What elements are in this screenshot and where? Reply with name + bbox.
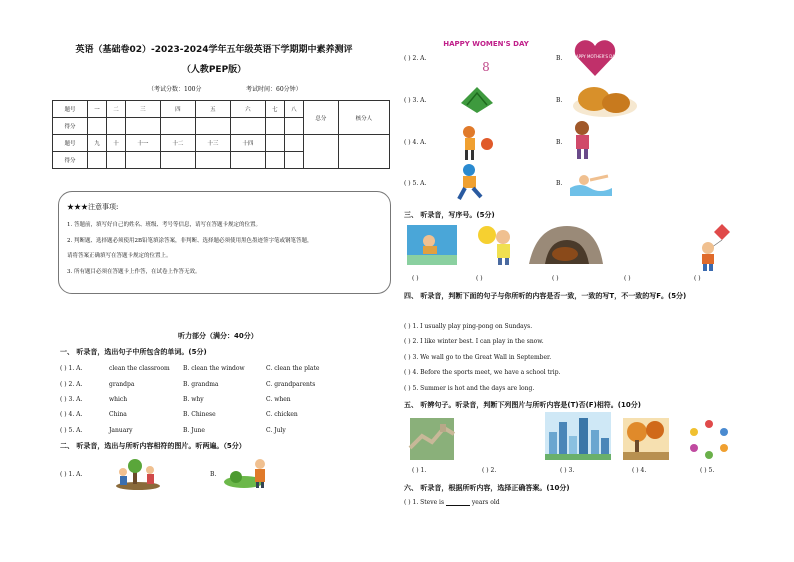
girl-running-picture [457,124,497,162]
table-cell [284,135,303,152]
score-cell[interactable] [284,118,303,135]
diving-boy-picture [407,225,457,265]
statement-item[interactable]: ( ) 1. I usually play ping-pong on Sundays. [404,323,533,330]
table-cell: 十二 [160,135,195,152]
notice-line: 1. 答题前，填写好自己的姓名、班级、考号等信息，请写在答题卡规定的位置。 [67,222,261,228]
table-cell [265,152,284,169]
answer-blank[interactable]: ( ) 5. [700,467,715,474]
score-cell[interactable] [160,152,195,169]
option-b: B. [556,97,563,104]
score-table-row-numbers [53,101,390,118]
question-blank[interactable]: ( ) 3. A. [60,396,83,403]
option-c: C. chicken [266,411,298,418]
total-score-cell[interactable] [303,135,338,169]
answer-blank[interactable]: ( ) 3. [560,467,575,474]
score-cell[interactable] [125,152,160,169]
statement-item[interactable]: ( ) 4. Before the sports meet, we have a school trip. [404,369,561,376]
option-b: B. [556,55,563,62]
notice-line: 3. 所有题目必须在答题卡上作答，在试卷上作答无效。 [67,269,201,275]
table-cell: 四 [160,101,195,118]
question-blank[interactable]: ( ) 5. A. [60,427,83,434]
option-c: C. clean the plate [266,365,320,372]
table-cell: 五 [195,101,230,118]
table-cell: 三 [125,101,160,118]
section-6-title: 六、 听录音，根据所听内容，选择正确答案。(10分) [404,484,570,492]
option-a: clean the classroom [109,365,170,372]
option-a: China [109,411,127,418]
table-cell [265,135,284,152]
total-score-label: 总分 [303,101,338,135]
table-cell: 十三 [195,135,230,152]
option-c: C. when [266,396,291,403]
score-cell[interactable] [88,118,107,135]
option-b: B. [210,471,217,478]
grader-label: 核分人 [338,101,389,135]
zongzi-picture [457,83,497,117]
autumn-scene-picture [623,418,669,460]
score-cell[interactable] [230,152,265,169]
planting-tree-picture [113,456,163,490]
table-cell: 二 [106,101,125,118]
question-blank[interactable]: ( ) 1. A. [60,365,83,372]
grader-cell[interactable] [338,135,389,169]
table-cell: 七 [265,101,284,118]
score-cell[interactable] [195,152,230,169]
boy-in-sun-picture [473,223,519,265]
option-a: which [109,396,128,403]
city-skyline-picture [545,412,611,460]
answer-blank[interactable]: ( ) 4. [632,467,647,474]
section-5-title: 五、 听辨句子。听录音，判断下列图片与所听内容是(T)否(F)相符。(10分) [404,401,641,409]
option-a: grandpa [109,381,135,388]
notice-heading: ★★★注意事项: [67,203,119,211]
answer-blank[interactable]: ( ) 2. [482,467,497,474]
statement-item[interactable]: ( ) 5. Summer is hot and the days are long. [404,385,535,392]
page-title: 英语（基础卷02）-2023-2024学年五年级英语下学期期中素养测评 [75,45,353,55]
option-b: B. why [183,396,204,403]
section-4-title: 四、 听录音，判断下面的句子与你所听的内容是否一致，一致的写T，不一致的写F。(5分) [404,292,687,300]
score-cell[interactable] [106,118,125,135]
table-cell: 八 [284,101,303,118]
question-blank[interactable]: ( ) 2. A. [60,381,83,388]
question-text: years old [471,499,500,506]
question-blank[interactable]: ( ) 3. A. [404,97,427,104]
heart-card-picture [570,36,620,78]
score-table [52,100,390,169]
score-table-row-numbers-2 [53,135,390,152]
bear-cave-picture [527,222,605,266]
question-text: ( ) 1. Steve is [404,499,445,506]
question-blank[interactable]: ( ) 5. A. [404,180,427,187]
mothers-day-text: HAPPY MOTHER'S DAY [572,54,618,59]
notice-box [58,191,391,294]
listening-header: 听力部分（满分：40分） [178,332,258,340]
answer-blank[interactable]: ( ) [694,275,701,282]
statement-item[interactable]: ( ) 3. We wall go to the Great Wall in September. [404,354,552,361]
answer-blank[interactable]: ( ) [624,275,631,282]
table-cell: 十一 [125,135,160,152]
score-cell[interactable] [195,118,230,135]
girl-singing-picture [566,120,602,162]
answer-blank[interactable]: ( ) [412,275,419,282]
answer-blank[interactable]: ( ) [476,275,483,282]
notice-line: 请将答案正确填写在答题卡规定的位置上。 [67,253,172,259]
option-b: B. Chinese [183,411,216,418]
exam-score-info: （考试分数：100分 [148,86,202,93]
option-b: B. [556,139,563,146]
boy-swimming-picture [568,168,614,196]
exam-time-info: 考试时间：60分钟） [246,86,302,93]
score-cell[interactable] [230,118,265,135]
womens-day-card-picture [443,36,529,74]
section-1-title: 一、 听录音，选出句子中所包含的单词。(5分) [60,348,207,356]
option-c: C. July [266,427,286,434]
option-b: B. June [183,427,205,434]
score-cell[interactable] [265,118,284,135]
score-cell[interactable] [125,118,160,135]
statement-item[interactable]: ( ) 2. I like winter best. I can play in the snow. [404,338,544,345]
table-cell: 得分 [53,118,88,135]
score-cell[interactable] [88,152,107,169]
section-2-title: 二、 听录音，选出与所听内容相符的图片。听两遍。（5分） [60,442,246,450]
answer-blank[interactable]: ( ) 1. [412,467,427,474]
fill-blank[interactable] [446,499,470,506]
boy-flying-kite-picture [694,222,736,272]
table-cell: 九 [88,135,107,152]
womens-day-text: HAPPY WOMEN'S DAY [443,40,529,48]
watering-plants-picture [222,455,272,489]
answer-blank[interactable]: ( ) [552,275,559,282]
boy-running-picture [455,163,489,203]
svg-text:8: 8 [482,60,490,74]
kids-circle-picture [688,418,730,460]
option-b: B. clean the window [183,365,245,372]
question-blank[interactable]: ( ) 1. A. [60,471,83,478]
great-wall-picture [410,418,454,460]
table-cell: 十四 [230,135,265,152]
table-cell: 六 [230,101,265,118]
table-cell: 题号 [53,101,88,118]
option-a: January [109,427,133,434]
mooncake-picture [570,79,640,119]
section-3-title: 三、 听录音，写序号。(5分) [404,211,495,219]
option-c: C. grandparents [266,381,316,388]
option-b: B. grandma [183,381,219,388]
table-cell: 得分 [53,152,88,169]
score-cell[interactable] [106,152,125,169]
table-cell: 十 [106,135,125,152]
table-cell: 一 [88,101,107,118]
table-cell: 题号 [53,135,88,152]
notice-line: 2. 判断题、选择题必须使用2B铅笔填涂答案，非判断、选择题必须使用黑色墨迹签字笔或钢笔答题， [67,238,313,244]
question-blank[interactable]: ( ) 4. A. [404,139,427,146]
page-subtitle: （人教PEP版） [181,65,247,75]
question-6-1 [404,499,500,506]
question-blank[interactable]: ( ) 2. A. [404,55,427,62]
table-cell [284,152,303,169]
question-blank[interactable]: ( ) 4. A. [60,411,83,418]
score-cell[interactable] [160,118,195,135]
option-b: B. [556,180,563,187]
